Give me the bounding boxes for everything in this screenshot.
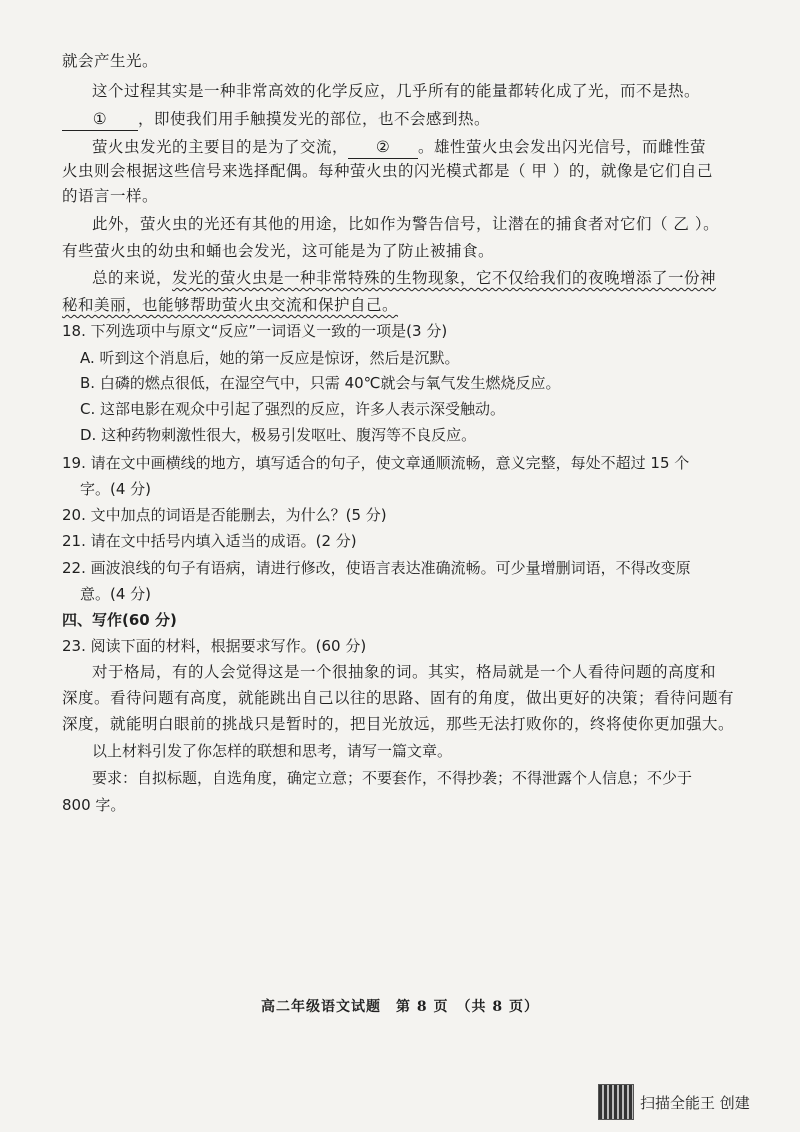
passage-text: 总的来说，: [92, 269, 173, 287]
question-22: [62, 557, 691, 579]
writing-requirements: [92, 767, 692, 789]
qr-code-icon: [598, 1084, 634, 1120]
brand-text: 扫描全能王 创建: [640, 1093, 750, 1112]
question-19: [62, 452, 689, 474]
material-text: 深度。看待问题有高度，就能跳出自己以往的思路、固有的角度，做出更好的决策；看待问题有: [62, 689, 735, 707]
wavy-sentence: 秘和美丽，也能够帮助萤火虫交流和保护自己。: [62, 296, 399, 314]
scanner-watermark: [598, 1084, 750, 1120]
option-c: [80, 398, 505, 420]
passage-line: [62, 50, 158, 72]
material-line: [62, 713, 734, 735]
passage-line: [92, 267, 716, 289]
blank-2: ②: [348, 136, 418, 159]
option-text: A. 听到这个消息后，她的第一反应是惊讶，然后是沉默。: [80, 349, 460, 367]
passage-text: 萤火虫发光的主要目的是为了交流，: [92, 138, 349, 156]
passage-text: 这个过程其实是一种非常高效的化学反应，几乎所有的能量都转化成了光，而不是热。: [92, 82, 701, 100]
option-b: [80, 372, 561, 394]
material-line: [62, 687, 734, 709]
material-line: [92, 661, 716, 683]
passage-text: 。雄性萤火虫会发出闪光信号，而雌性萤: [418, 138, 707, 156]
section-title: 四、写作(60 分): [62, 611, 177, 629]
passage-line: [62, 160, 713, 182]
section-writing-heading: [62, 609, 177, 631]
requirement-text: 800 字。: [62, 796, 126, 814]
question-stem: 意。(4 分): [80, 585, 152, 603]
option-text: D. 这种药物刺激性很大，极易引发呕吐、腹泻等不良反应。: [80, 426, 477, 444]
requirement-text: 要求：自拟标题，自选角度，确定立意；不要套作，不得抄袭；不得泄露个人信息；不少于: [92, 769, 693, 787]
question-21: [62, 530, 357, 552]
blank-1: ①: [62, 108, 138, 131]
wavy-sentence: 发光的萤火虫是一种非常特殊的生物现象，它不仅给我们的夜晚增添了一份神: [172, 269, 717, 287]
passage-line: [92, 136, 706, 159]
writing-prompt: [92, 740, 452, 762]
passage-line: [92, 213, 719, 235]
passage-line: [92, 80, 700, 102]
passage-text: ，即使我们用手触摸发光的部位，也不会感到热。: [138, 110, 491, 128]
passage-text: 火虫则会根据这些信号来选择配偶。每种萤火虫的闪光模式都是（ 甲 ）的，就像是它们自己: [62, 162, 713, 180]
question-23: [62, 635, 366, 657]
prompt-text: 以上材料引发了你怎样的联想和思考，请写一篇文章。: [92, 742, 453, 760]
question-stem: 20. 文中加点的词语是否能删去，为什么？(5 分): [62, 506, 387, 524]
question-stem: 字。(4 分): [80, 480, 152, 498]
passage-line: [62, 240, 494, 262]
option-text: C. 这部电影在观众中引起了强烈的反应，许多人表示深受触动。: [80, 400, 506, 418]
footer-text: 高二年级语文试题 第 8 页 （共 8 页）: [261, 999, 539, 1015]
question-stem: 21. 请在文中括号内填入适当的成语。(2 分): [62, 532, 357, 550]
material-text: 深度，就能明白眼前的挑战只是暂时的，把目光放远，那些无法打败你的，终将使你更加强大。: [62, 715, 735, 733]
writing-requirements-cont: [62, 794, 125, 816]
question-stem: 23. 阅读下面的材料，根据要求写作。(60 分): [62, 637, 367, 655]
material-text: 对于格局，有的人会觉得这是一个很抽象的词。其实，格局就是一个人看待问题的高度和: [92, 663, 717, 681]
page-footer: [0, 996, 800, 1016]
passage-line: [62, 294, 398, 316]
option-d: [80, 424, 476, 446]
question-18: [62, 320, 447, 342]
passage-text: 的语言一样。: [62, 187, 159, 205]
question-19-cont: [80, 478, 151, 500]
question-stem: 19. 请在文中画横线的地方，填写适合的句子，使文章通顺流畅，意义完整，每处不超过 15 个: [62, 454, 690, 472]
passage-line: [62, 108, 490, 131]
question-22-cont: [80, 583, 151, 605]
passage-text: 此外，萤火虫的光还有其他的用途，比如作为警告信号，让潜在的捕食者对它们（ 乙 ）。: [92, 215, 720, 233]
question-stem: 22. 画波浪线的句子有语病，请进行修改，使语言表达准确流畅。可少量增删词语，不得改变原: [62, 559, 691, 577]
passage-text: 有些萤火虫的幼虫和蛹也会发光，这可能是为了防止被捕食。: [62, 242, 495, 260]
option-text: B. 白磷的燃点很低，在湿空气中，只需 40℃就会与氧气发生燃烧反应。: [80, 374, 561, 392]
question-20: [62, 504, 387, 526]
option-a: [80, 347, 460, 369]
passage-line: [62, 185, 158, 207]
passage-text: 就会产生光。: [62, 52, 159, 70]
question-stem: 18. 下列选项中与原文“反应”一词语义一致的一项是(3 分): [62, 322, 448, 340]
